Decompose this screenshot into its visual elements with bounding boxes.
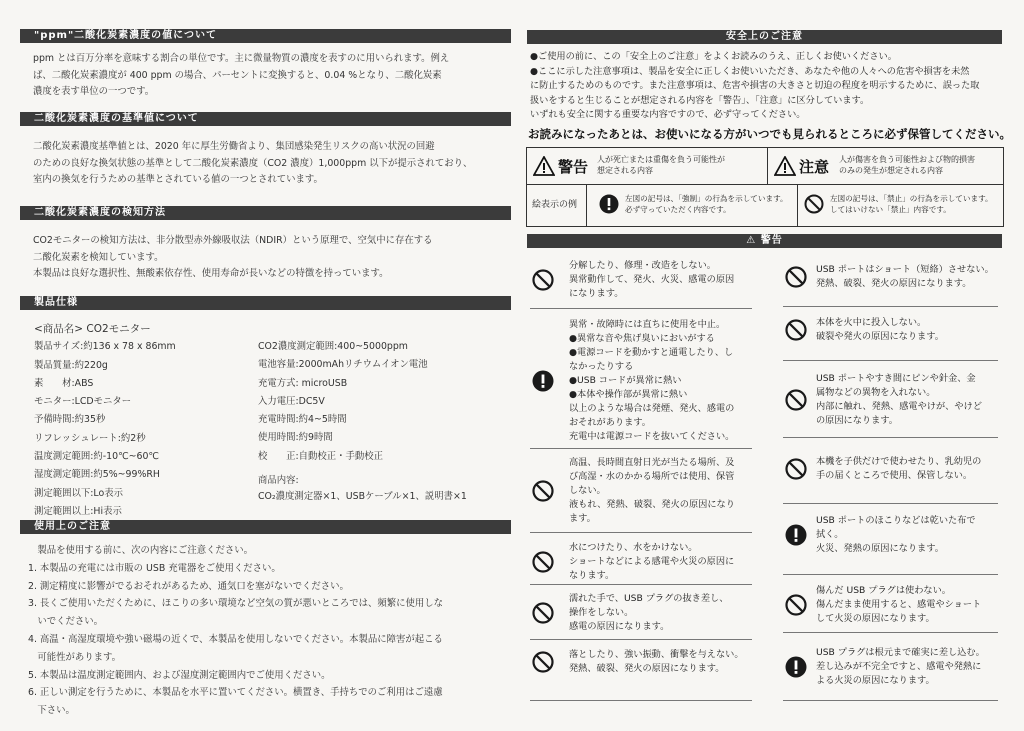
- usage-notes-heading: 使用上のご注意: [20, 520, 511, 534]
- warning-triangle-icon: [533, 156, 555, 176]
- mandatory-icon: [599, 194, 619, 214]
- prohibition-icon: [785, 319, 805, 339]
- caution-description: 人が傷害を負う可能性および物的損害 のみの発生が想定される内容: [839, 155, 975, 175]
- item-divider: [783, 306, 998, 307]
- warning-item-text: 濡れた手で、USB プラグの抜き差し、 操作をしない。 感電の原因になります。: [569, 593, 729, 632]
- item-divider: [783, 503, 998, 504]
- item-divider: [530, 532, 752, 533]
- package-contents: 商品内容: CO₂濃度測定器×1、USBケーブル×1、説明書×1: [258, 475, 467, 503]
- mandatory-icon: [785, 656, 805, 676]
- item-divider: [530, 700, 752, 701]
- ppm-paragraph: ppm とは百万分率を意味する割合の単位です。主に微量物質の濃度を表すのに用いられます。例え ば、二酸化炭素濃度が 400 ppm の場合、パーセントに変換すると、0.04 %となり、二酸化炭素 濃度を表す単位の一つです。: [33, 53, 450, 97]
- item-divider: [783, 437, 998, 438]
- caution-triangle-icon: [774, 156, 796, 176]
- warning-item-text: 落としたり、強い振動、衝撃を与えない。 発熱、破裂、発火の原因になります。: [569, 649, 744, 674]
- spec-list-left: <商品名> CO2モニター 製品サイズ:約136 x 78 x 86mm 製品質量:約220g 素 材:ABS モニター:LCDモニター 予備時間:約35秒 リフレッシュレート:約2秒 温度測定範囲:約-10℃~60℃ 湿度測定範囲:約5%~99%RH 測定範囲以下:Lo表示 測定範囲以上:Hi表示: [34, 323, 176, 517]
- warning-item-text: USB ポートやすき間にピンや針金、金 属物などの異物を入れない。 内部に触れ、発熱、感電やけが、やけど の原因になります。: [816, 373, 982, 426]
- item-divider: [783, 360, 998, 361]
- prohibition-icon: [532, 651, 552, 671]
- safety-heading: 安全上のご注意: [527, 30, 1002, 44]
- caution-signal: 注意: [774, 154, 834, 178]
- prohibition-icon: [532, 551, 552, 571]
- warning-item-text: 分解したり、修理・改造をしない。 異常動作して、発火、火災、感電の原因 になります。: [569, 260, 735, 299]
- prohibition-icon: [785, 266, 805, 286]
- example-label: 絵表示の例: [532, 200, 578, 210]
- warning-item-text: USB ポートはショート（短絡）させない。 発熱、破裂、発火の原因になります。: [816, 264, 994, 289]
- warning-heading: ⚠ 警告: [527, 234, 1002, 248]
- warning-item-text: 高温、長時間直射日光が当たる場所、及 び高湿・水のかかる場所では使用、保管 しない。 液もれ、発熱、破裂、発火の原因になり ます。: [569, 457, 735, 524]
- item-divider: [783, 574, 998, 575]
- detection-paragraph: CO2モニターの検知方法は、非分散型赤外線吸収法（NDIR）という原理で、空気中に存在する 二酸化炭素を検知しています。 本製品は良好な選択性、無酸素依存性、使用寿命が長いなどの特徴を持っています。: [33, 235, 433, 279]
- mandatory-description: 左図の記号は、「強制」の行為を示しています。 必ず守っていただく内容です。: [625, 194, 788, 214]
- storage-reminder: お読みになったあとは、お使いになる方がいつでも見られるところに必ず保管してください。: [528, 127, 1011, 141]
- item-divider: [530, 639, 752, 640]
- warning-description: 人が死亡または重傷を負う可能性が 想定される内容: [597, 155, 725, 175]
- prohibition-icon: [785, 594, 805, 614]
- prohibition-icon: [804, 194, 824, 214]
- mandatory-icon: [785, 524, 805, 544]
- warning-heading-triangle-icon: ⚠: [746, 235, 761, 246]
- spec-list-right: CO2濃度測定範囲:400~5000ppm 電池容量:2000mAhリチウムイオン電池 充電方式: microUSB 入力電圧:DC5V 充電時間:約4~5時間 使用時間:約9時間 校 正:自動校正・手動校正: [258, 341, 428, 462]
- standard-heading: 二酸化炭素濃度の基準値について: [20, 112, 511, 126]
- warning-item-text: 異常・故障時には直ちに使用を中止。 ●異常な音や焦げ臭いにおいがする ●電源コードを動かすと通電したり、し なかったりする ●USB コードが異常に熱い ●本体や操作部が異常に熱い 以上のような場合は発煙、発火、感電の おそれがあります。 充電中は電源コードを抜いてください。: [569, 319, 735, 442]
- signal-word-table: [526, 147, 1004, 227]
- item-divider: [783, 632, 998, 633]
- detection-heading: 二酸化炭素濃度の検知方法: [20, 206, 511, 220]
- warning-item-text: 本機を子供だけで使わせたり、乳幼児の 手の届くところで使用、保管しない。: [816, 456, 982, 481]
- warning-item-text: USB ポートのほこりなどは乾いた布で 拭く。 火災、発熱の原因になります。: [816, 515, 976, 554]
- warning-item-text: 水につけたり、水をかけない。 ショートなどによる感電や火災の原因に なります。: [569, 542, 735, 581]
- prohibition-icon: [785, 458, 805, 478]
- prohibition-description: 左図の記号は、「禁止」の行為を示しています。 してはいけない「禁止」内容です。: [830, 194, 993, 214]
- mandatory-icon: [532, 370, 552, 390]
- warning-item-text: 本体を火中に投入しない。 破裂や発火の原因になります。: [816, 317, 944, 342]
- prohibition-icon: [785, 389, 805, 409]
- prohibition-icon: [532, 602, 552, 622]
- standard-paragraph: 二酸化炭素濃度基準値とは、2020 年に厚生労働省より、集団感染発生リスクの高い状況の回避 のための良好な換気状態の基準として二酸化炭素濃度（CO2 濃度）1,000ppm 以下が提示されており、 室内の換気を行うための基準とされている値の一つとされています。: [33, 141, 473, 185]
- warning-item-text: USB プラグは根元まで確実に差し込む。 差し込みが不完全ですと、感電や発熱に よる火災の原因になります。: [816, 647, 985, 686]
- spec-heading: 製品仕様: [20, 296, 511, 310]
- item-divider: [783, 700, 998, 701]
- safety-intro: ●ご使用の前に、この「安全上のご注意」をよくお読みのうえ、正しくお使いください。 ●ここに示した注意事項は、製品を安全に正しくお使いいただき、あなたや他の人々への危害や損害を未然 に防止するためのものです。また注意事項は、危害や損害の大きさと切迫の程度を明示するために、誤った取 扱いをすると生じることが想定される内容を「警告」、「注意」に区分しています。 いずれも安全に関する重要な内容ですので、必ず守ってください。: [530, 51, 980, 120]
- usage-notes-list: 製品を使用する前に、次の内容にご注意ください。 1. 本製品の充電には市販の USB 充電器をご使用ください。 2. 測定精度に影響がでるおそれがあるため、通気口を塞がないでください。 3. 長くご使用いただくために、ほこりの多い環境など空気の質が悪いところでは、頻繁に使用しな いでください。 4. 高温・高湿度環境や強い磁場の近くで、本製品を使用しないでください。本製品に障害が起こる 可能性があります。 5. 本製品は温度測定範囲内、および湿度測定範囲内でご使用ください。 6. 正しい測定を行うために、本製品を水平に置いてください。横置き、手持ちでのご利用はご遠慮 下さい。: [28, 545, 443, 717]
- prohibition-icon: [532, 269, 552, 289]
- item-divider: [530, 448, 752, 449]
- prohibition-icon: [532, 480, 552, 500]
- warning-signal: 警告: [533, 154, 593, 178]
- item-divider: [530, 584, 752, 585]
- item-divider: [530, 308, 752, 309]
- ppm-heading: "ppm"二酸化炭素濃度の値について: [20, 29, 511, 43]
- warning-item-text: 傷んだ USB プラグは使わない。 傷んだまま使用すると、感電やショート して火災の原因になります。: [816, 585, 982, 624]
